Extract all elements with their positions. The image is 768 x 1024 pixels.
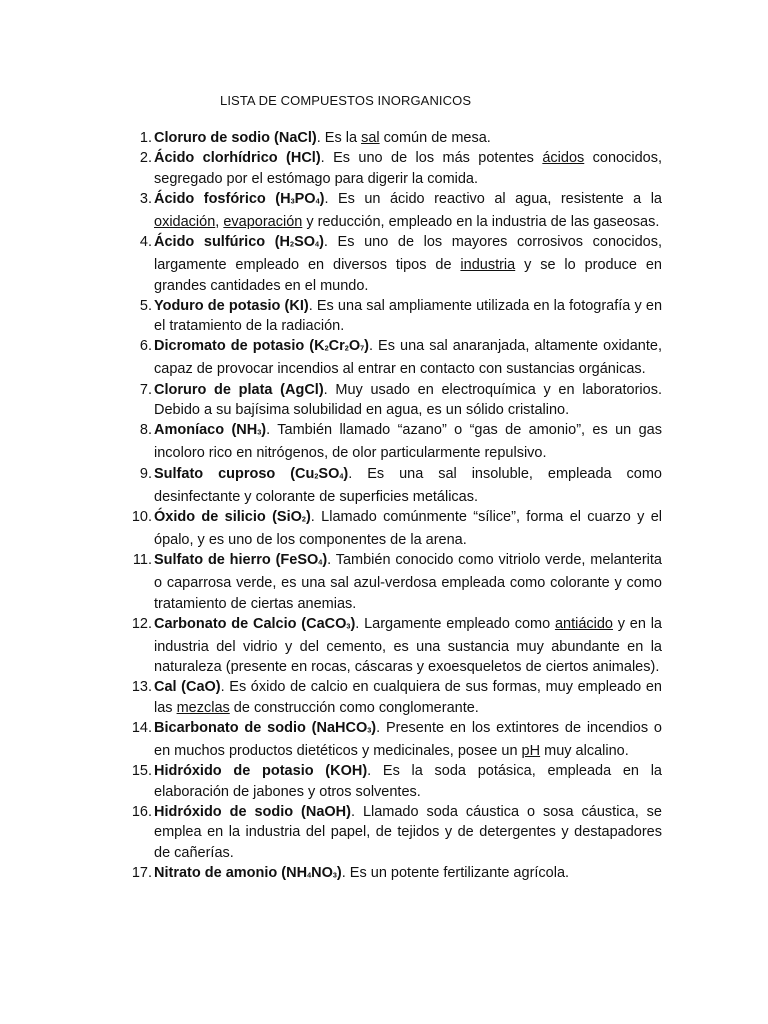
list-item-number: 2. [139, 150, 152, 167]
list-item [110, 802, 662, 863]
list-item-number: 15. [131, 763, 152, 780]
formula-subscript: 3 [290, 196, 295, 206]
description-text: . Llamado soda cáustica o sosa cáustica, se emplea en la industria del papel, de tejidos y de detergentes y destapadores de cañerías. [154, 803, 662, 861]
list-item [110, 380, 662, 421]
description-text: . Largamente empleado como [355, 615, 555, 632]
description-text: . Es la soda potásica, empleada en la elaboración de jabones y otros solventes. [154, 763, 662, 800]
hyperlink[interactable]: sal [361, 130, 380, 146]
list-item [110, 761, 662, 802]
formula-subscript: 3 [332, 870, 337, 880]
description-text: . Llamado comúnmente “sílice”, forma el cuarzo y el ópalo, y es uno de los componentes de la arena. [154, 508, 663, 548]
list-item-text [154, 550, 662, 614]
hyperlink[interactable]: industria [460, 257, 516, 274]
list-item-text [154, 420, 662, 463]
list-item [110, 128, 662, 148]
compound-name: Hidróxido de potasio (KOH) [154, 763, 368, 780]
description-text: . Es uno de los mayores corrosivos conocidos, largamente empleado en diversos tipos de [154, 234, 662, 274]
hyperlink[interactable]: mezclas [176, 699, 230, 716]
formula-subscript: 2 [314, 471, 319, 481]
description-text: . Es un potente fertilizante agrícola. [341, 864, 570, 881]
compound-name: NO [311, 864, 333, 881]
description-text: y se lo produce en grandes cantidades en el mundo. [154, 257, 663, 294]
list-item-number: 13. [131, 679, 152, 696]
list-item [110, 336, 662, 379]
compound-name: ) [343, 465, 349, 482]
list-item [110, 614, 662, 678]
list-item-text [154, 296, 662, 337]
compound-name: ) [350, 615, 356, 632]
list-item-text [154, 863, 662, 886]
compound-name: O [348, 338, 361, 355]
compound-name: ) [319, 190, 325, 207]
list-item-number: 9. [139, 465, 152, 482]
compound-name: ) [336, 864, 342, 881]
description-text: . También conocido como vitriolo verde, melanterita o caparrosa verde, es una sal azul-verdosa empleada como colorante y como tratamiento de ciertas anemias. [154, 552, 662, 612]
list-item [110, 507, 662, 550]
formula-subscript: 2 [344, 344, 349, 354]
compound-name: Bicarbonato de sodio (NaHCO [154, 720, 368, 737]
compound-name: Cr [328, 338, 345, 355]
compound-name: Carbonato de Calcio (CaCO [154, 615, 347, 632]
compound-name: Nitrato de amonio (NH [154, 864, 308, 881]
compound-list [110, 128, 662, 886]
hyperlink[interactable]: ácidos [542, 150, 585, 167]
compound-name: ) [305, 508, 311, 525]
list-item-number: 11. [132, 552, 152, 569]
compound-name: Hidróxido de sodio (NaOH) [154, 803, 351, 820]
formula-subscript: 3 [367, 725, 372, 735]
list-item-number: 1. [139, 130, 152, 146]
list-item-number: 16. [131, 803, 152, 820]
compound-name: ) [371, 720, 377, 737]
hyperlink[interactable]: evaporación [223, 213, 303, 230]
list-item [110, 718, 662, 761]
description-text: . Muy usado en electroquímica y en laboratorios. Debido a su bajísima solubilidad en agua, es un sólido cristalino. [154, 381, 662, 419]
formula-subscript: 7 [360, 344, 365, 354]
compound-name: ) [364, 338, 369, 355]
compound-name: Óxido de silicio (SiO [154, 508, 302, 525]
list-item-text [154, 718, 662, 761]
list-item [110, 296, 662, 337]
description-text: , [215, 213, 224, 230]
description-text: común de mesa. [379, 130, 491, 146]
description-text: muy alcalino. [540, 743, 629, 760]
compound-name: PO [294, 190, 316, 207]
description-text: . Presente en los extintores de incendios o en muchos productos dietéticos y medicinales, posee un [154, 720, 662, 760]
compound-name: SO [318, 465, 340, 482]
list-item-text [154, 128, 662, 148]
compound-name: SO [294, 234, 316, 251]
compound-name: ) [261, 422, 267, 439]
formula-subscript: 2 [290, 239, 295, 249]
list-item-text [154, 336, 662, 379]
formula-subscript: 2 [324, 344, 329, 354]
list-item-number: 4. [139, 234, 152, 251]
compound-name: Amoníaco (NH [154, 422, 258, 439]
list-item-text [154, 614, 662, 678]
list-item-number: 3. [139, 190, 152, 207]
list-item-number: 14. [131, 720, 152, 737]
description-text: . Es uno de los más potentes [320, 150, 543, 167]
description-text: . Es la [316, 130, 362, 146]
description-text: . Es una sal insoluble, empleada como desinfectante y colorante de superficies metálicas. [154, 465, 662, 505]
list-item-number: 6. [139, 338, 152, 355]
list-item [110, 550, 662, 614]
list-item [110, 420, 662, 463]
formula-subscript: 3 [257, 428, 262, 438]
compound-name: Dicromato de potasio (K [154, 338, 325, 355]
compound-name: Ácido clorhídrico (HCl) [154, 150, 321, 167]
formula-subscript: 4 [307, 870, 312, 880]
compound-name: Sulfato de hierro (FeSO [154, 552, 319, 569]
formula-subscript: 2 [301, 514, 306, 524]
list-item-text [154, 148, 662, 189]
list-item-text [154, 232, 662, 296]
list-item [110, 232, 662, 296]
compound-name: Cal (CaO) [154, 679, 221, 696]
list-item-text [154, 761, 662, 802]
compound-name: ) [319, 234, 324, 251]
hyperlink[interactable]: pH [521, 743, 541, 760]
list-item-number: 10. [131, 508, 152, 525]
list-item [110, 189, 662, 232]
formula-subscript: 4 [318, 557, 323, 567]
hyperlink[interactable]: oxidación [154, 213, 216, 230]
list-item-text [154, 464, 662, 507]
compound-name: ) [322, 552, 328, 569]
description-text: de construcción como conglomerante. [229, 699, 479, 716]
description-text: y en la industria del vidrio y del cemento, es una sustancia muy abundante en la naturaleza (presente en rocas, cáscaras y exoesqueletos de ciertos animales). [154, 615, 662, 676]
list-item-text [154, 380, 662, 421]
description-text: . Es una sal anaranjada, altamente oxidante, capaz de provocar incendios al entrar en contacto con sustancias orgánicas. [154, 338, 662, 378]
list-item [110, 464, 662, 507]
description-text: y reducción, empleado en la industria de las gaseosas. [302, 213, 660, 230]
compound-name: Cloruro de plata (AgCl) [154, 381, 324, 398]
description-text: . También llamado “azano” o “gas de amonio”, es un gas incoloro rico en nitrógenos, de olor particularmente repulsivo. [154, 422, 663, 462]
list-item [110, 863, 662, 886]
formula-subscript: 4 [339, 471, 344, 481]
list-item-text [154, 802, 662, 863]
formula-subscript: 4 [315, 196, 320, 206]
description-text: conocidos, segregado por el estómago para digerir la comida. [154, 150, 662, 187]
list-item-number: 7. [139, 381, 152, 398]
list-item-number: 5. [139, 297, 152, 314]
list-item-number: 12. [131, 615, 152, 632]
list-item [110, 677, 662, 718]
compound-name: Yoduro de potasio (KI) [154, 297, 309, 314]
description-text: . Es óxido de calcio en cualquiera de sus formas, muy empleado en las [154, 679, 662, 716]
list-item [110, 148, 662, 189]
compound-name: Cloruro de sodio (NaCl) [154, 130, 317, 146]
compound-name: Ácido sulfúrico (H [154, 234, 291, 251]
compound-name: Sulfato cuproso (Cu [154, 465, 315, 482]
list-item-text [154, 507, 662, 550]
document-title: LISTA DE COMPUESTOS INORGANICOS [220, 93, 472, 108]
hyperlink[interactable]: antiácido [554, 615, 613, 632]
formula-subscript: 4 [315, 239, 320, 249]
description-text: . Es una sal ampliamente utilizada en la fotografía y en el tratamiento de la radiación. [154, 297, 663, 335]
list-item-text [154, 677, 662, 718]
list-item-text [154, 189, 662, 232]
compound-name: Ácido fosfórico (H [154, 190, 291, 207]
description-text: . Es un ácido reactivo al agua, resistente a la [324, 190, 662, 207]
list-item-number: 17. [131, 864, 152, 881]
formula-subscript: 3 [346, 621, 351, 631]
list-item-number: 8. [139, 422, 152, 439]
